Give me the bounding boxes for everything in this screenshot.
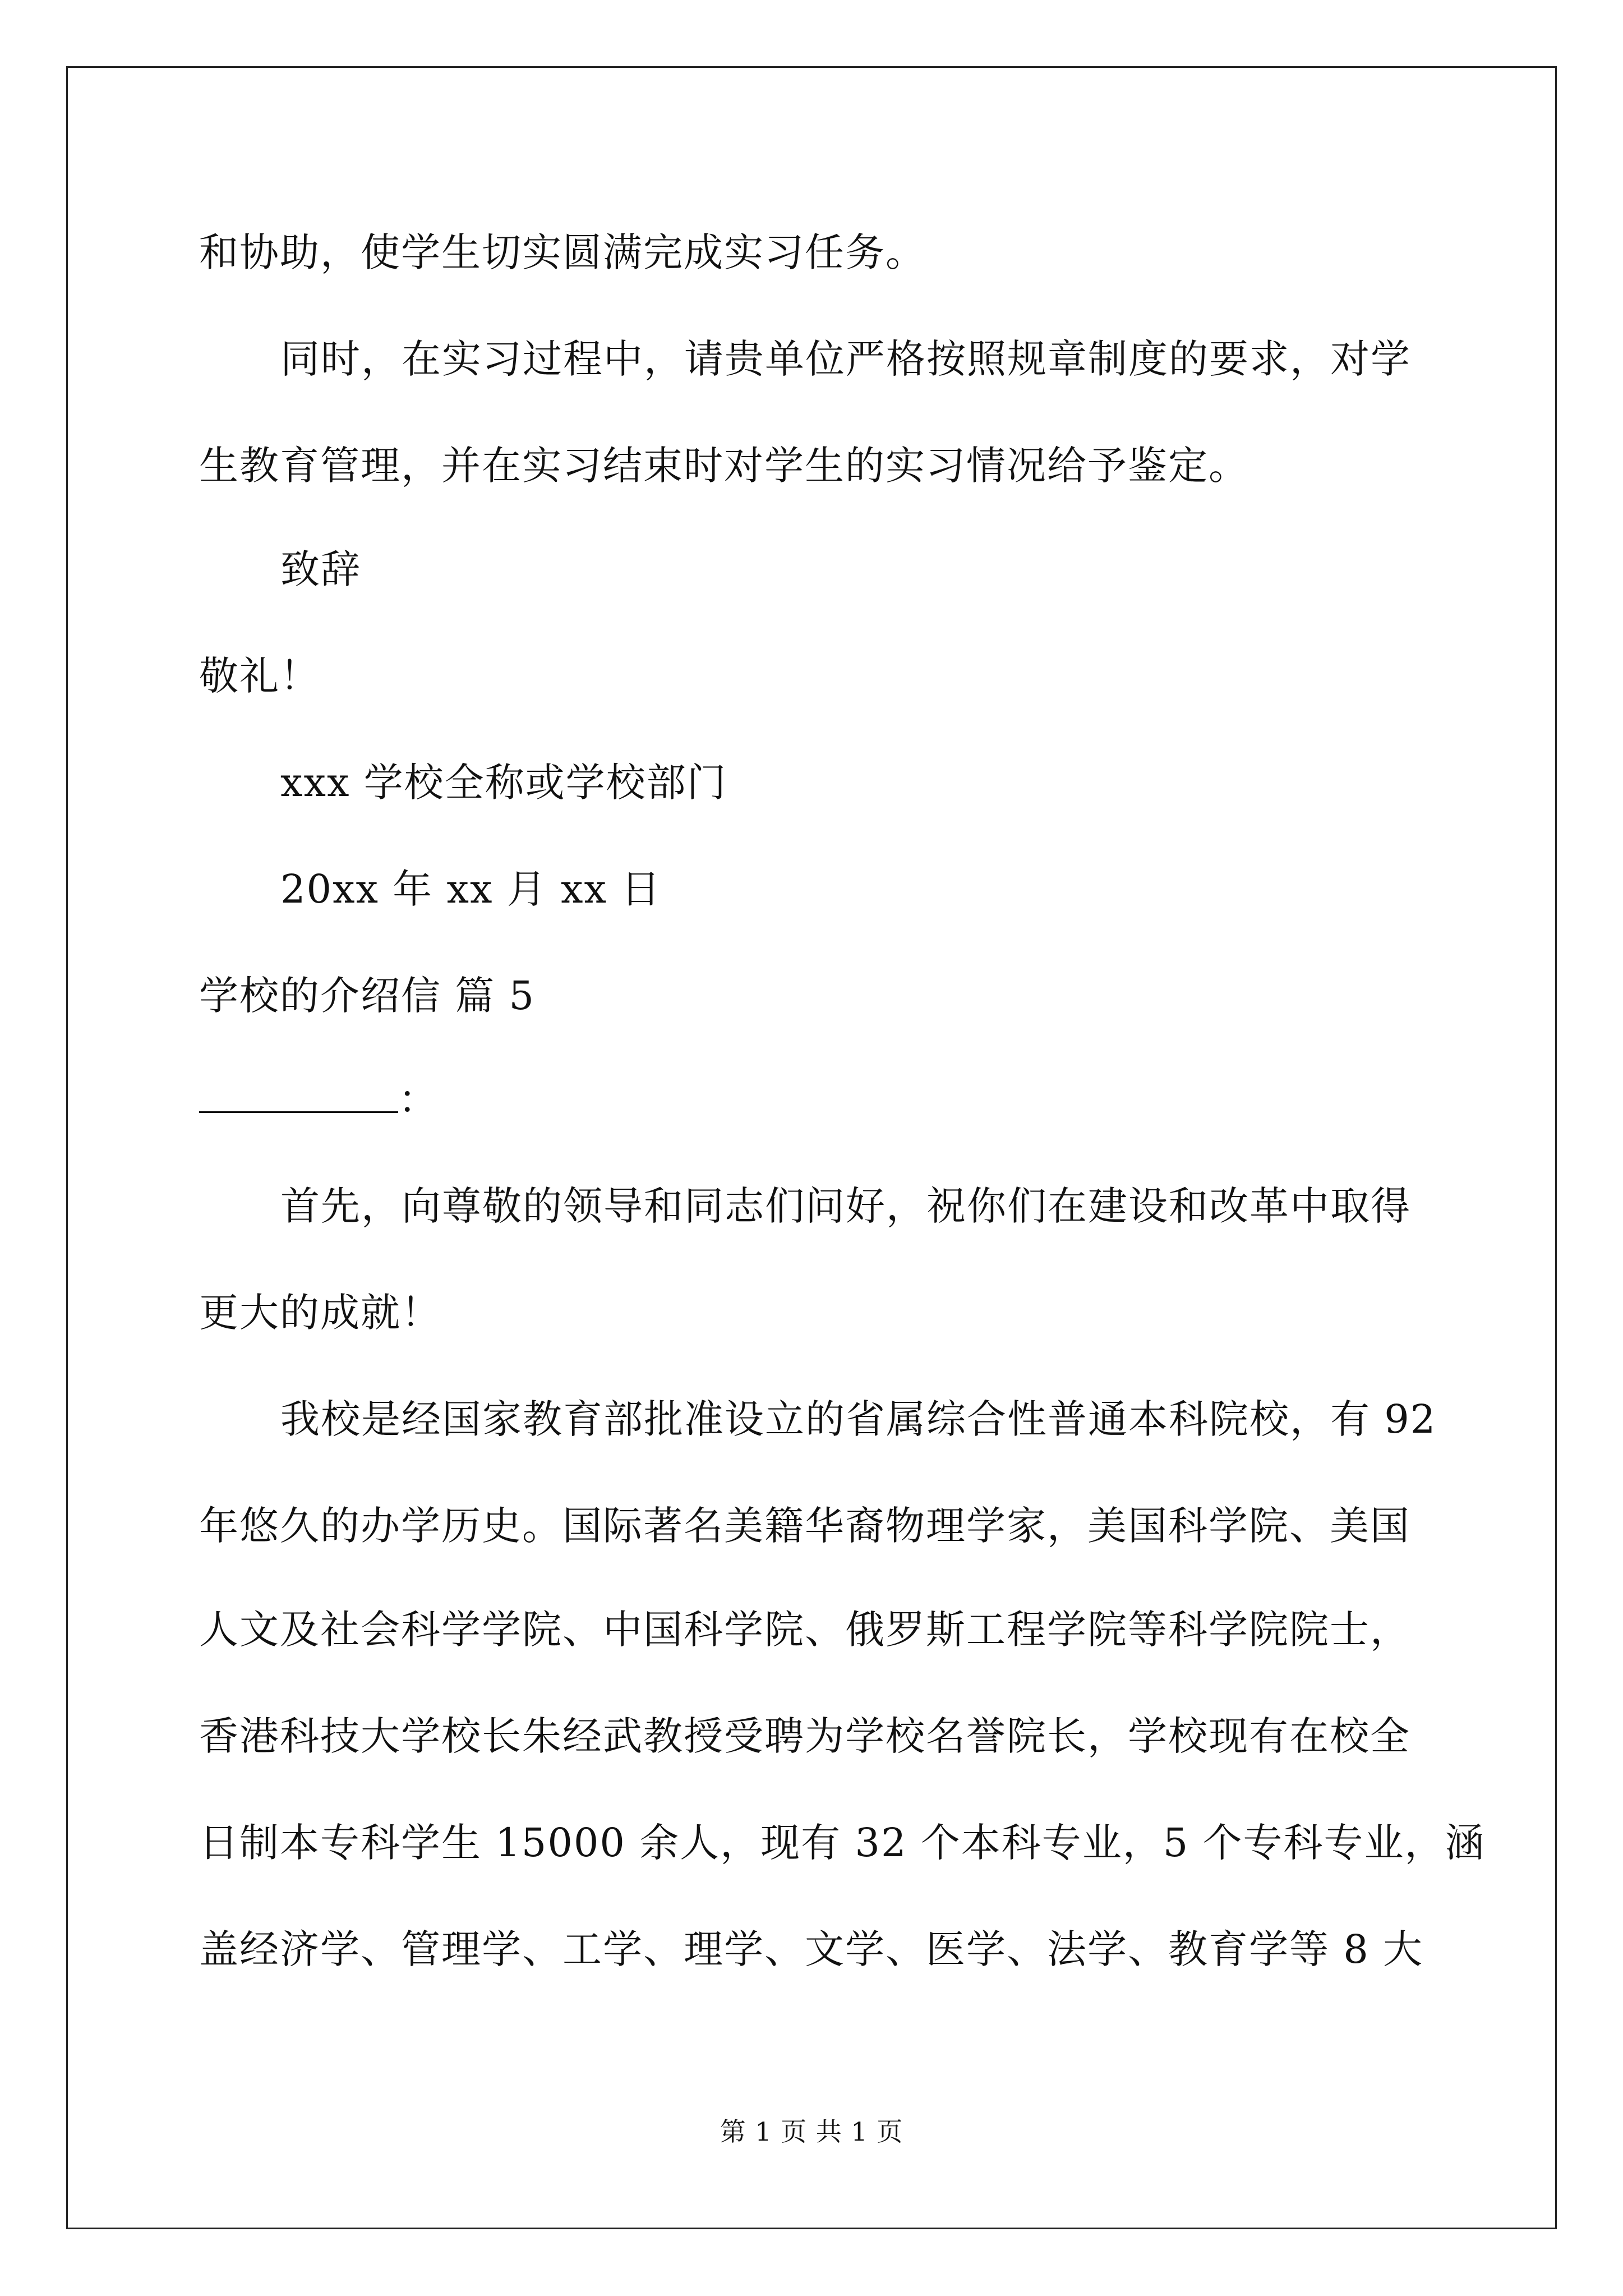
text-line: 同时，在实习过程中，请贵单位严格按照规章制度的要求，对学 bbox=[280, 336, 1411, 382]
text-line: 日制本专科学生 15000 余人，现有 32 个本科专业，5 个专科专业，涵 bbox=[199, 1820, 1486, 1866]
text-line: 更大的成就！ bbox=[199, 1290, 441, 1336]
text-line: 年悠久的办学历史。国际著名美籍华裔物理学家，美国科学院、美国 bbox=[199, 1503, 1410, 1549]
text-line: 首先，向尊敬的领导和同志们问好，祝你们在建设和改革中取得 bbox=[280, 1183, 1411, 1229]
page-footer: 第 1 页 共 1 页 bbox=[720, 2116, 903, 2147]
text-line: 人文及社会科学学院、中国科学院、俄罗斯工程学院等科学院院士， bbox=[199, 1607, 1410, 1653]
signature-school: xxx 学校全称或学校部门 bbox=[280, 760, 727, 806]
section-heading: 学校的介绍信 篇 5 bbox=[199, 973, 536, 1019]
text-line: 生教育管理，并在实习结束时对学生的实习情况给予鉴定。 bbox=[199, 443, 1249, 489]
salutation-closing: 敬礼！ bbox=[199, 653, 320, 699]
recipient-line bbox=[199, 1074, 439, 1125]
closing-phrase: 致辞 bbox=[280, 546, 361, 592]
text-line: 和协助，使学生切实圆满完成实习任务。 bbox=[199, 229, 926, 275]
recipient-blank bbox=[199, 1078, 398, 1113]
text-line: 盖经济学、管理学、工学、理学、文学、医学、法学、教育学等 8 大 bbox=[199, 1926, 1424, 1972]
text-line: 香港科技大学校长朱经武教授受聘为学校名誉院长，学校现有在校全 bbox=[199, 1713, 1410, 1759]
text-line: 我校是经国家教育部批准设立的省属综合性普通本科院校，有 92 bbox=[280, 1396, 1437, 1442]
page-border bbox=[66, 66, 1557, 2229]
signature-date: 20xx 年 xx 月 xx 日 bbox=[280, 866, 662, 912]
recipient-colon: ： bbox=[398, 1076, 439, 1122]
